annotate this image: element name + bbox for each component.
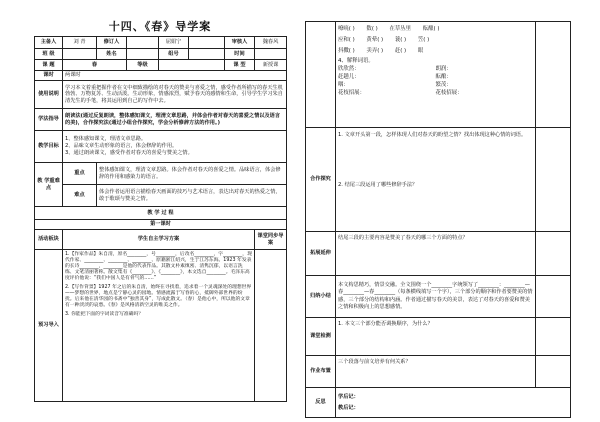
homework-label: 作业布置 bbox=[306, 356, 336, 388]
reviser-label: 修订人 bbox=[97, 37, 127, 49]
q4-term: 朗润： bbox=[435, 66, 452, 72]
word-item: 黄晕( ) bbox=[366, 37, 384, 43]
q4-term: 花枝招展： bbox=[435, 90, 463, 96]
q4-term: 赶趟儿： bbox=[338, 74, 360, 80]
words-row bbox=[338, 46, 533, 57]
grade-label: 等级 bbox=[127, 60, 159, 71]
word-item: 蓑( ) bbox=[394, 37, 407, 43]
q4-grid bbox=[338, 65, 533, 97]
name-label: 姓名 bbox=[97, 49, 127, 60]
expand-label: 拓展延伸 bbox=[306, 232, 336, 276]
time-value bbox=[255, 49, 287, 60]
check-feedback bbox=[536, 318, 571, 356]
type-value: 新授课 bbox=[255, 60, 287, 71]
preview-line: 2.【写作背景】1927 年之后的朱自清，始终在寻找着，追求着一个灵魂深处的理想世界——梦想的世界，地点是宁静心灵的园地。情感流露于写春的心，抵御外部世界的纷扰。后来他在清华园的书斋中“独善其身”，写成此散文。（春）是他心中，所以他的文章有一种淡淡的哀愁。《春》是风格清新空灵的唯美之作。 bbox=[65, 285, 252, 308]
check-question: 1. 本文三个部分能否调换顺序，为什么？ bbox=[336, 318, 536, 356]
words-row bbox=[338, 24, 533, 35]
reflection-content bbox=[336, 388, 571, 418]
key-text: 整体感知课文，理清文章思路。体会作者对春天的喜爱之情。品味语言，体会修辞的作用和感染力的语言。 bbox=[97, 163, 287, 185]
method-label: 使用说明 bbox=[35, 81, 63, 109]
time-label: 时间 bbox=[225, 49, 255, 60]
reviser-value bbox=[127, 37, 159, 49]
process-heading: 教 学 过 程 bbox=[35, 207, 287, 220]
homework-feedback bbox=[536, 356, 571, 388]
q4-term: 繁茂： bbox=[435, 82, 452, 88]
goal-item: 3、通过朗读课文，感受作者对春天的喜爱与赞美之情。 bbox=[65, 150, 193, 157]
guide-label: 学法指导 bbox=[35, 109, 63, 131]
word-item: 笠( ) bbox=[417, 37, 430, 43]
word-item: 嘹喨( ) bbox=[338, 26, 355, 32]
group-value bbox=[189, 49, 225, 60]
page-title: 十四、《春》导学案 bbox=[108, 20, 212, 33]
preview-feedback bbox=[255, 250, 287, 402]
col-activity: 活动板块 bbox=[35, 230, 63, 250]
reviewer-value: 魏春风 bbox=[255, 37, 287, 49]
class-label: 班 级 bbox=[35, 49, 63, 60]
hours-label: 课时 bbox=[35, 71, 63, 81]
expand-question: 结尾三段的主要内容是赞美了春天的哪三个方面的特点？ bbox=[336, 232, 536, 276]
class-value bbox=[63, 49, 97, 60]
hours-value: 两课时 bbox=[63, 71, 287, 81]
right-table bbox=[305, 21, 571, 418]
check-label: 课堂检测 bbox=[306, 318, 336, 356]
words-feedback bbox=[536, 22, 571, 128]
goals-list bbox=[63, 131, 287, 163]
word-item: 应和( ) bbox=[338, 37, 355, 43]
q4-term: 咽： bbox=[338, 82, 349, 88]
lead-label: 主备人 bbox=[35, 37, 63, 49]
coop-content bbox=[336, 128, 536, 232]
q4-title: 4、解释词语。 bbox=[338, 58, 374, 64]
coop-label: 合作探究 bbox=[306, 128, 336, 232]
q4-right bbox=[436, 65, 534, 97]
goal-item: 1、整体感知课文，理清文章思路。 bbox=[65, 135, 147, 142]
hard-text: 体会作者运用语言描绘春天画面的技巧与艺术语言，表达出对春天的热爱之情，敢于歌颂与赞美之情。 bbox=[97, 185, 287, 207]
summary-label: 归纳小结 bbox=[306, 276, 336, 318]
word-item: 抖擞( ) bbox=[338, 48, 355, 54]
words-content bbox=[336, 22, 536, 128]
guide-text: 朗读法(通过反复朗读，整体感知课文，理清文章思路，并体会作者对春天的喜爱之情以及语言的美)，合作探究法(通过小组合作探究，学会分析修辞方法的作用。) bbox=[63, 109, 287, 131]
focus-label: 教 学重难点 bbox=[35, 163, 63, 207]
expand-feedback bbox=[536, 232, 571, 276]
first-lesson-heading: 第一课时 bbox=[35, 220, 287, 230]
word-item: 酝酿( ) bbox=[422, 26, 440, 32]
left-table bbox=[34, 36, 287, 402]
reviewer-label: 审核人 bbox=[225, 37, 255, 49]
summary-feedback bbox=[536, 276, 571, 318]
col-feedback: 课堂同步导案 bbox=[255, 230, 287, 250]
goals-label: 教学目标 bbox=[35, 131, 63, 163]
key-label: 重点 bbox=[63, 163, 97, 185]
method-text: 学习本文着重把握作者在文中细致描绘的对春天的赞美与喜爱之情，感受作者所描写的春天生机勃勃、万物复苏、生动活泼。生动形象，情感浓烈，赋予春天的感情和生命，引导学生学习朱自清先生的手笔，将其运用到自己的写作中去。 bbox=[63, 81, 287, 109]
topic-value: 春 bbox=[63, 60, 127, 71]
preview-line: 1.【作家作品】朱自清，原名________，号________，后改名________，字________，现代作家、________、________、________、原籍浙江绍兴，生于江苏东海。1923 年发表的长诗________，________是他的代表作品。其散文朴素缜密、清隽沉郁，以语言洗练、文笔清丽著称。散文集有《________》、《________》，本文选自________。毛泽东高度评价他说：“我们中国人是有骨气的……” bbox=[65, 252, 252, 281]
col-plan: 学生自主学习方案 bbox=[63, 230, 255, 250]
name-value bbox=[127, 49, 159, 60]
topic-label: 课 题 bbox=[35, 60, 63, 71]
spacer-cell bbox=[189, 37, 225, 49]
word-item: 赶( ) bbox=[394, 48, 407, 54]
coop-question: 2. 结尾三段运用了哪些修辞手法？ bbox=[338, 182, 418, 188]
preview-line: 3. 你能把下面的字词读音写准确吗？ bbox=[65, 312, 144, 317]
word-item: 眼 bbox=[417, 48, 424, 54]
word-item: 数( ) bbox=[366, 26, 378, 32]
learn-note: 学后记： bbox=[338, 393, 359, 400]
preview-label: 预习导入 bbox=[35, 250, 63, 402]
homework-question: 三个段落与前文培养有何关系？ bbox=[336, 356, 536, 388]
grade-value bbox=[159, 60, 225, 71]
goal-item: 2、品味文章生动形象的语言，体会修辞的作用。 bbox=[65, 142, 178, 149]
preview-content bbox=[63, 250, 255, 402]
lead-value: 刘 青 bbox=[63, 37, 97, 49]
q4-term: 花枝招展： bbox=[338, 90, 365, 96]
teach-note: 教后记： bbox=[338, 404, 359, 411]
hard-label: 难点 bbox=[63, 185, 97, 207]
word-item: 卖弄( ) bbox=[366, 48, 384, 54]
words-blank-cell bbox=[306, 22, 336, 128]
q4-term: 酝酿： bbox=[435, 74, 452, 80]
summary-text: 本文构思精巧，情景交融。全文围绕一个________字统领写了________：________—春________—春________（每条横线填写一个字），三个部分的顺序和作者要赞美的情感，三个部分的结构和内涵。作者通过描写春天的美景，表达了对春天的喜爱和赞美之情和积极向上的思想感情。 bbox=[336, 276, 536, 318]
word-item: 在草丛里 bbox=[389, 26, 412, 32]
group-label: 组号 bbox=[159, 49, 189, 60]
q4-term: 欣欣然： bbox=[338, 66, 360, 72]
reviser-name: 屈娟宁 bbox=[159, 37, 189, 49]
type-label: 课 型 bbox=[225, 60, 255, 71]
words-row bbox=[338, 35, 533, 46]
coop-question: 1. 文章开头第一段，怎样体现人们对春天的盼望之情？找出体现这种心情的词语。 bbox=[338, 132, 527, 138]
coop-feedback bbox=[536, 128, 571, 232]
reflection-label: 反思 bbox=[306, 388, 336, 418]
q4-left bbox=[338, 65, 436, 97]
